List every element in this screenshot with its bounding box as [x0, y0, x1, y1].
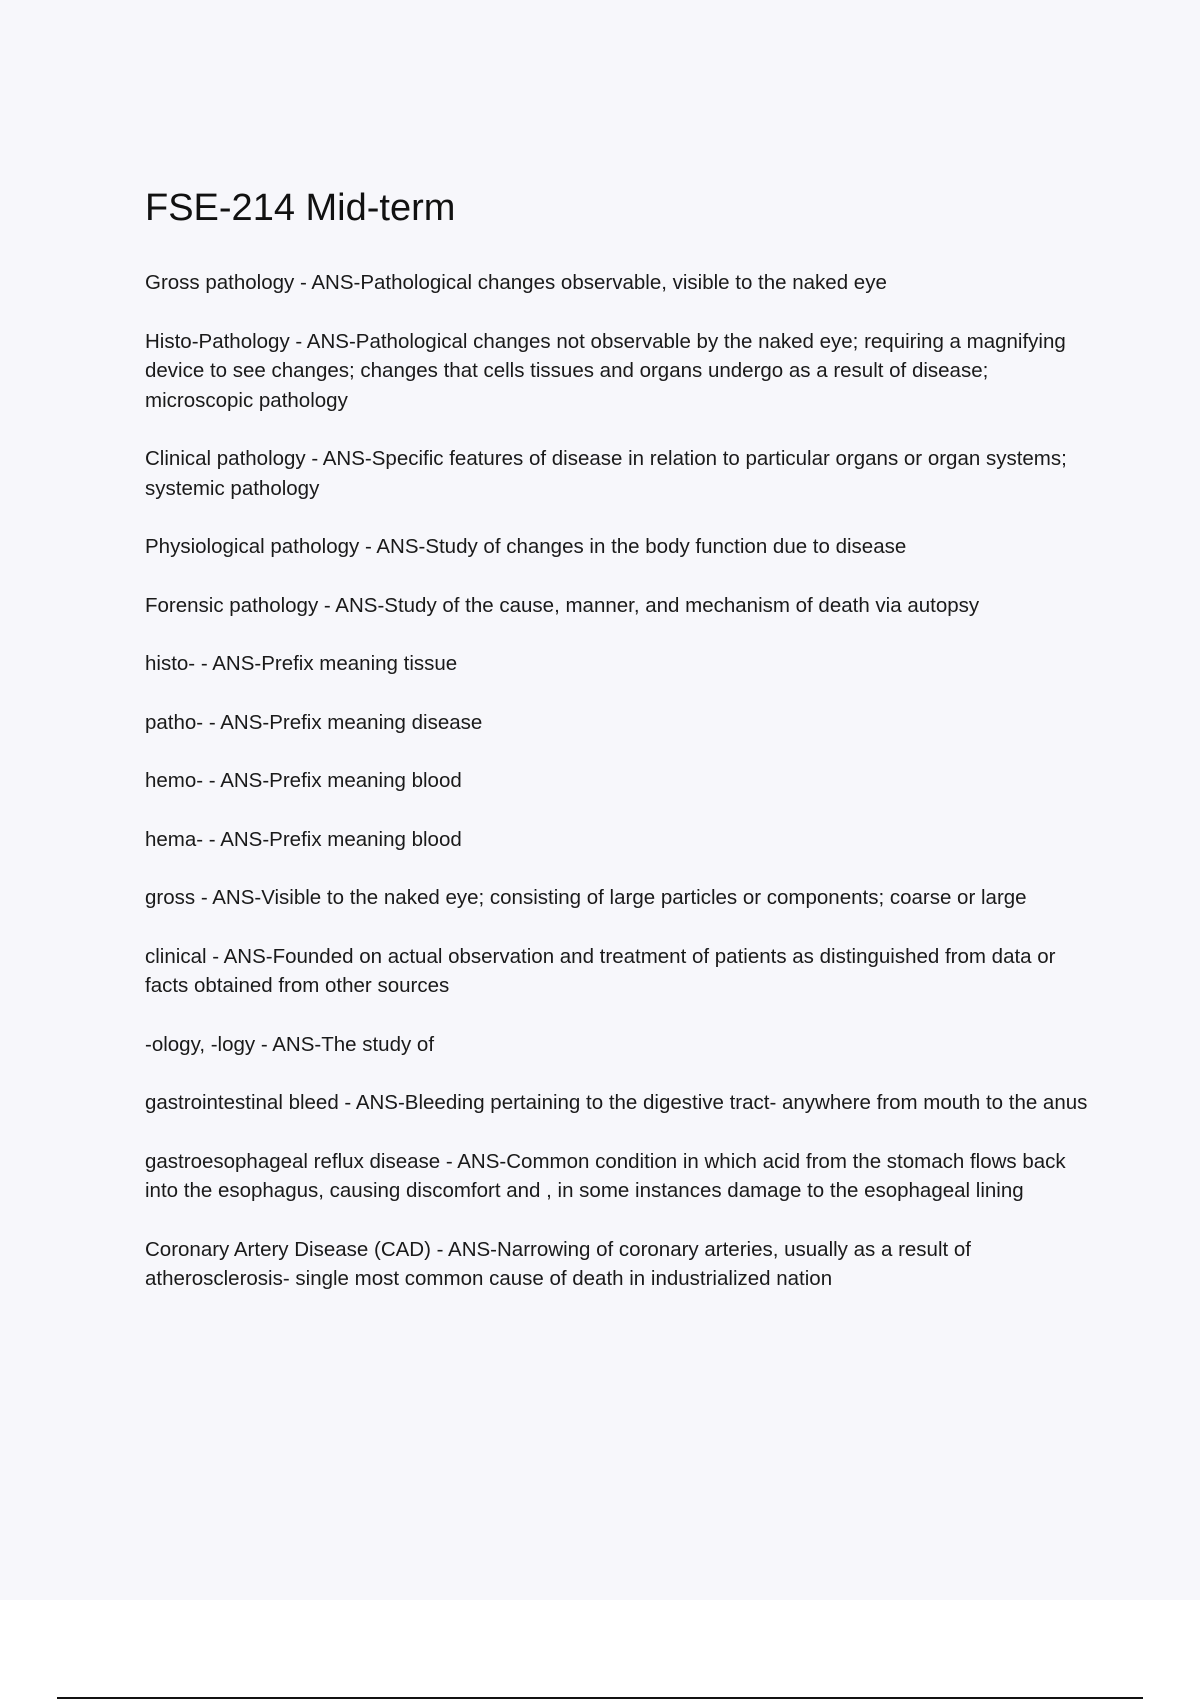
flashcard-entry-histo-pathology: Histo-Pathology - ANS-Pathological changes not observable by the naked eye; requiring a magnifying device to see changes; changes that cells tissues and organs undergo as a result of disease; microscopic pathology	[145, 329, 1066, 412]
flashcard-entry-hema-prefix: hema- - ANS-Prefix meaning blood	[145, 827, 462, 851]
flashcard-list	[145, 268, 1095, 1294]
footer-divider	[57, 1697, 1143, 1699]
flashcard-entry-cad: Coronary Artery Disease (CAD) - ANS-Narrowing of coronary arteries, usually as a result of atherosclerosis- single most common cause of death in industrialized nation	[145, 1237, 971, 1290]
flashcard-entry-clinical: clinical - ANS-Founded on actual observation and treatment of patients as distinguished from data or facts obtained from other sources	[145, 944, 1056, 997]
flashcard-entry-histo-prefix: histo- - ANS-Prefix meaning tissue	[145, 652, 458, 675]
document-title: FSE-214 Mid-term	[145, 187, 456, 229]
flashcard-entry-gross-pathology: Gross pathology - ANS-Pathological changes observable, visible to the naked eye	[145, 271, 887, 294]
document-content	[145, 180, 1095, 1323]
flashcard-entry-ology-suffix: -ology, -logy - ANS-The study of	[145, 1032, 435, 1056]
flashcard-entry-patho-prefix: patho- - ANS-Prefix meaning disease	[145, 710, 483, 734]
flashcard-entry-gross: gross - ANS-Visible to the naked eye; consisting of large particles or components; coarse or large	[145, 886, 1027, 909]
flashcard-entry-gi-bleed: gastrointestinal bleed - ANS-Bleeding pertaining to the digestive tract- anywhere from mouth to the anus	[145, 1091, 1088, 1114]
flashcard-entry-physiological-pathology: Physiological pathology - ANS-Study of changes in the body function due to disease	[145, 535, 907, 558]
flashcard-entry-clinical-pathology: Clinical pathology - ANS-Specific features of disease in relation to particular organs or organ systems; systemic pathology	[145, 447, 1067, 500]
flashcard-entry-hemo-prefix: hemo- - ANS-Prefix meaning blood	[145, 769, 462, 792]
flashcard-entry-forensic-pathology: Forensic pathology - ANS-Study of the cause, manner, and mechanism of death via autopsy	[145, 593, 980, 617]
flashcard-entry-gerd: gastroesophageal reflux disease - ANS-Common condition in which acid from the stomach flows back into the esophagus, causing discomfort and , in some instances damage to the esophageal lining	[145, 1149, 1066, 1202]
